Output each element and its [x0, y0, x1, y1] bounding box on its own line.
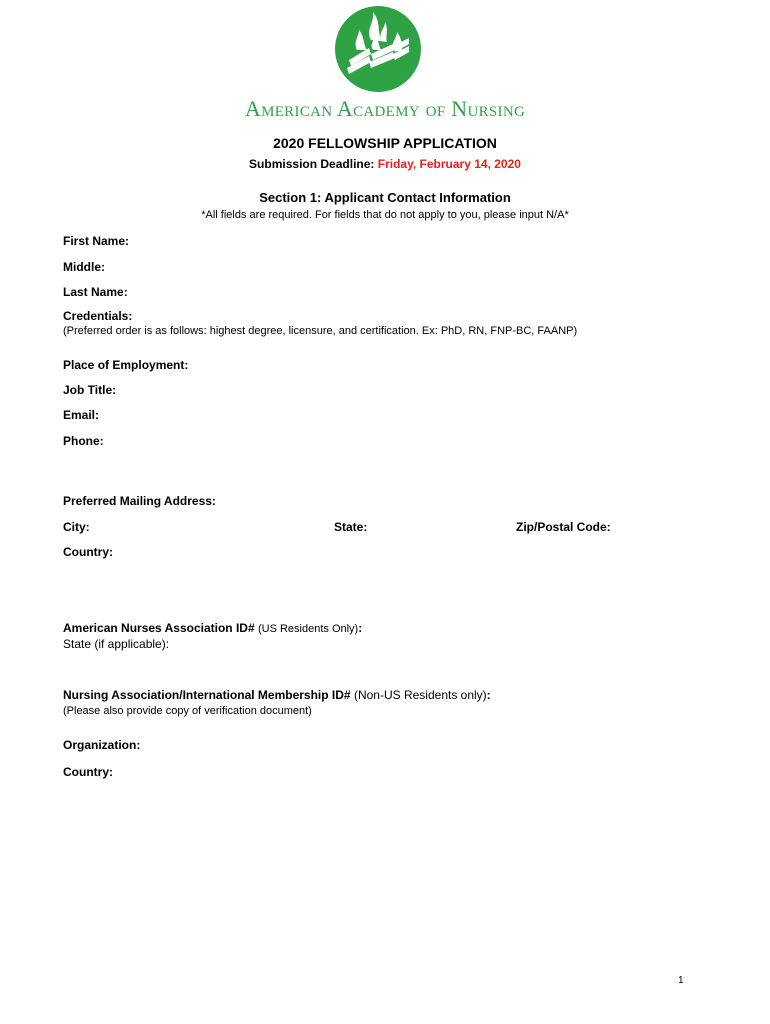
section-1-title: Section 1: Applicant Contact Information: [259, 190, 511, 205]
deadline-label: Submission Deadline:: [249, 157, 375, 171]
middle-name-field[interactable]: Middle:: [63, 260, 105, 274]
job-title-field[interactable]: Job Title:: [63, 383, 117, 397]
required-fields-note: *All fields are required. For fields that do not apply to you, please input N/A*: [201, 209, 569, 221]
organization-name: American Academy of Nursing: [244, 96, 526, 121]
place-of-employment-field[interactable]: Place of Employment:: [63, 358, 189, 372]
intl-membership-id-field[interactable]: [63, 688, 491, 702]
document-title: 2020 FELLOWSHIP APPLICATION: [273, 135, 497, 151]
last-name-field[interactable]: Last Name:: [63, 285, 128, 299]
first-name-field[interactable]: First Name:: [63, 234, 130, 248]
city-field[interactable]: City:: [63, 520, 90, 534]
intl-id-colon: :: [486, 688, 491, 702]
credentials-hint: (Preferred order is as follows: highest degree, licensure, and certification. Ex: PhD, RN, FNP-BC, FAANP): [63, 325, 578, 337]
organization-field[interactable]: Organization:: [63, 738, 141, 752]
verification-hint: (Please also provide copy of verification document): [63, 705, 312, 717]
phone-field[interactable]: Phone:: [63, 434, 104, 448]
ana-id-note: (US Residents Only): [257, 623, 359, 635]
country-2-field[interactable]: Country:: [63, 765, 113, 779]
academy-logo-icon: [335, 6, 421, 92]
deadline-date: Friday, February 14, 2020: [377, 157, 521, 171]
state-field[interactable]: State:: [334, 520, 368, 534]
submission-deadline: [0, 157, 770, 171]
email-field[interactable]: Email:: [63, 408, 100, 422]
mailing-address-field[interactable]: Preferred Mailing Address:: [63, 494, 216, 508]
intl-id-note: (Non-US Residents only): [353, 688, 487, 702]
credentials-field[interactable]: Credentials:: [63, 309, 133, 323]
page-number: 1: [678, 975, 684, 986]
intl-id-label: Nursing Association/International Membership ID#: [63, 688, 351, 702]
ana-state-field[interactable]: State (if applicable):: [63, 637, 170, 651]
zip-code-field[interactable]: Zip/Postal Code:: [516, 520, 611, 534]
ana-id-label: American Nurses Association ID#: [63, 621, 255, 635]
ana-id-field[interactable]: [63, 621, 362, 635]
ana-id-colon: :: [358, 621, 363, 635]
country-field[interactable]: Country:: [63, 545, 113, 559]
